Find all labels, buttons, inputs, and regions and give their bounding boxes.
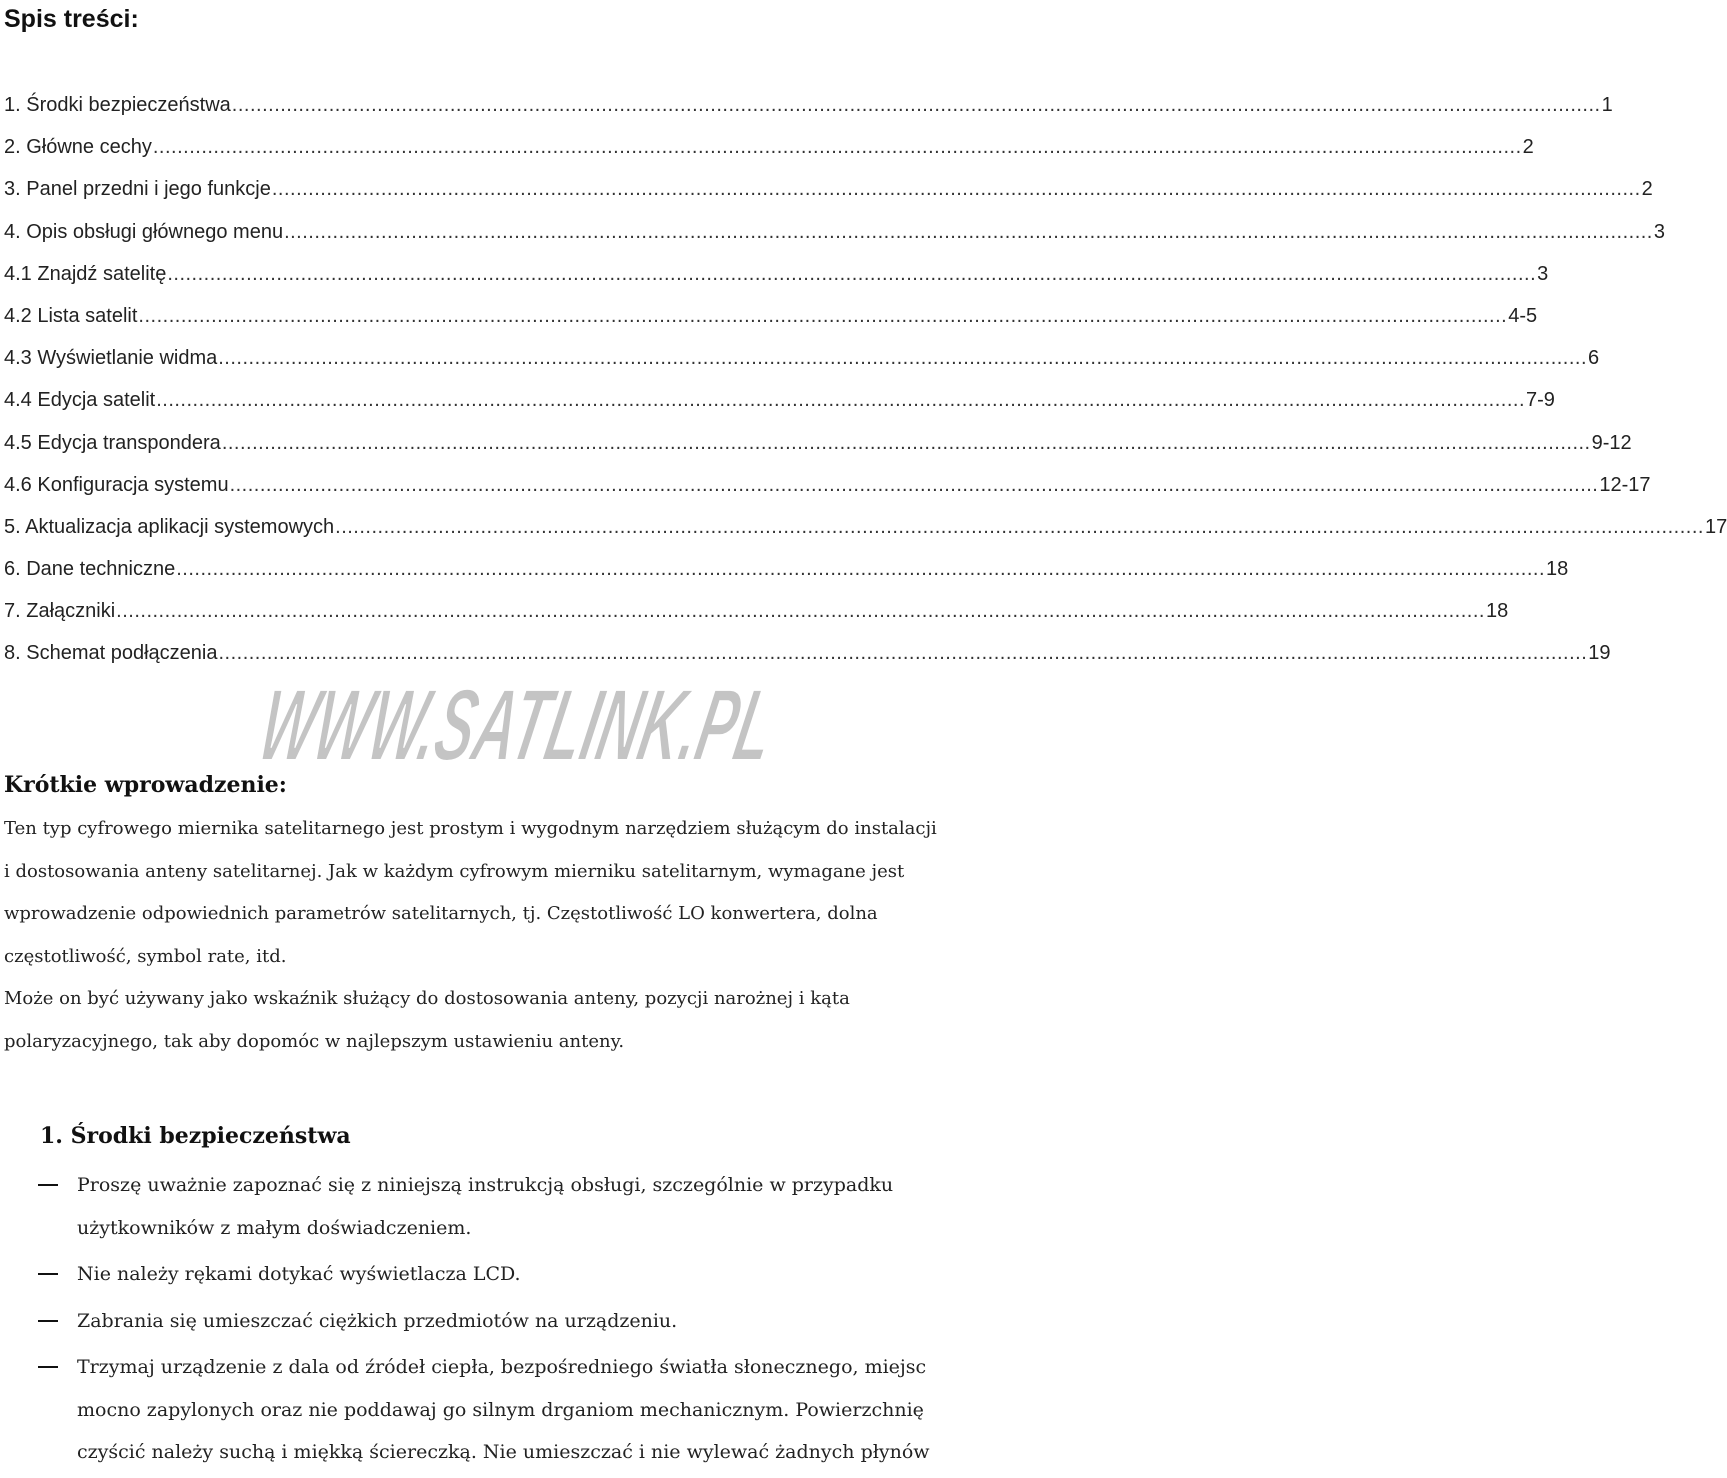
toc-entry-page: 9-12	[1591, 431, 1632, 454]
dash-bullet-icon	[38, 1320, 58, 1322]
toc-entry-page: 2	[1522, 136, 1534, 159]
toc-entry-title: 3. Panel przedni i jego funkcje	[4, 178, 271, 201]
toc-entry-title: 5. Aktualizacja aplikacji systemowych	[4, 515, 335, 538]
toc-entry-title: 4.3 Wyświetlanie widma	[4, 347, 218, 370]
toc-heading: Spis treści:	[4, 5, 139, 33]
toc-dot-leader	[284, 211, 1653, 253]
toc-entry	[4, 84, 1613, 126]
toc-entry	[4, 168, 1653, 210]
dash-bullet-icon	[38, 1273, 58, 1275]
toc-dot-leader	[156, 379, 1525, 421]
toc-dot-leader	[167, 253, 1536, 295]
toc-entry-title: 4.4 Edycja satelit	[4, 389, 156, 412]
toc-entry-title: 4.5 Edycja transpondera	[4, 431, 221, 454]
safety-list	[0, 1164, 960, 1478]
toc-entry-title: 7. Załączniki	[4, 600, 116, 623]
toc-entry-page: 3	[1653, 220, 1665, 243]
toc-entry	[4, 379, 1555, 421]
toc-entry-page: 4-5	[1508, 304, 1538, 327]
toc-entry-title: 6. Dane techniczne	[4, 558, 176, 581]
list-item	[0, 1253, 960, 1296]
toc-entry-title: 8. Schemat podłączenia	[4, 642, 218, 665]
list-item	[0, 1164, 960, 1249]
toc-entry	[4, 590, 1509, 632]
list-item-text: Nie należy rękami dotykać wyświetlacza LCD.	[77, 1263, 521, 1285]
list-item-text: Proszę uważnie zapoznać się z niniejszą instrukcją obsługi, szczególnie w przypadku użytkowników z małym doświadczeniem.	[77, 1174, 894, 1239]
toc-entry-page: 6	[1588, 347, 1600, 370]
toc-entry	[4, 253, 1549, 295]
toc-dot-leader	[218, 337, 1587, 379]
toc-entry-title: 1. Środki bezpieczeństwa	[4, 94, 231, 116]
toc-entry	[4, 126, 1534, 168]
watermark-text: WWW.SATLINK.PL	[250, 668, 1178, 782]
intro-paragraph: Może on być używany jako wskaźnik służący do dostosowania anteny, pozycji narożnej i kąta polaryzacyjnego, tak aby dopomóc w najlepszym ustawieniu anteny.	[4, 988, 850, 1052]
toc-entry-page: 19	[1588, 642, 1611, 665]
list-item-text: Zabrania się umieszczać ciężkich przedmiotów na urządzeniu.	[77, 1309, 678, 1332]
toc-entry-title: 2. Główne cechy	[4, 136, 152, 159]
toc-dot-leader	[222, 422, 1591, 464]
toc-dot-leader	[272, 168, 1641, 210]
table-of-contents	[4, 84, 1727, 675]
toc-entry-title: 4.6 Konfiguracja systemu	[4, 473, 229, 496]
toc-entry	[4, 464, 1651, 506]
toc-dot-leader	[335, 506, 1704, 548]
list-item	[0, 1300, 960, 1343]
watermark-logo	[250, 662, 1178, 782]
watermark-graphic	[250, 662, 1178, 782]
toc-entry	[4, 422, 1632, 464]
toc-entry-page: 12-17	[1599, 473, 1651, 496]
intro-body	[4, 808, 944, 1063]
toc-entry	[4, 506, 1727, 548]
intro-heading: Krótkie wprowadzenie:	[4, 772, 287, 798]
toc-dot-leader	[230, 464, 1599, 506]
toc-dot-leader	[116, 590, 1485, 632]
dash-bullet-icon	[38, 1366, 58, 1368]
toc-dot-leader	[153, 126, 1522, 168]
toc-entry-page: 17	[1704, 515, 1727, 538]
toc-entry-title: 4.1 Znajdź satelitę	[4, 262, 167, 285]
list-item	[0, 1346, 960, 1474]
toc-entry-title: 4. Opis obsługi głównego menu	[4, 220, 284, 243]
toc-entry	[4, 211, 1665, 253]
toc-dot-leader	[232, 84, 1601, 126]
toc-entry-page: 18	[1485, 600, 1509, 623]
toc-entry-page: 18	[1546, 558, 1569, 581]
toc-entry	[4, 295, 1538, 337]
section-heading: 1. Środki bezpieczeństwa	[40, 1123, 351, 1149]
toc-dot-leader	[138, 295, 1507, 337]
intro-paragraph: Ten typ cyfrowego miernika satelitarnego jest prostym i wygodnym narzędziem służącym do instalacji i dostosowania anteny satelitarnej. Jak w każdym cyfrowym mierniku satelitarnym, wymagane jest wprowadzenie odpowiednich parametrów satelitarnych, tj. Częstotliwość LO konwertera, dolna częstotliwość, symbol rate, itd.	[4, 818, 937, 967]
toc-dot-leader	[176, 548, 1545, 590]
toc-entry	[4, 548, 1569, 590]
list-item-text: Trzymaj urządzenie z dala od źródeł ciepła, bezpośredniego światła słonecznego, miejsc mocno zapylonych oraz nie poddawaj go silnym drganiom mechanicznym. Powierzchnię czyścić należy suchą i miękką ściereczką. Nie umieszczać i nie wylewać żadnych płynów	[77, 1356, 930, 1463]
toc-entry-page: 7-9	[1526, 389, 1555, 412]
toc-entry-title: 4.2 Lista satelit	[4, 304, 138, 327]
toc-entry-page: 2	[1641, 178, 1653, 201]
dash-bullet-icon	[38, 1184, 58, 1186]
toc-entry-page: 1	[1601, 94, 1613, 116]
toc-entry-page: 3	[1537, 262, 1549, 285]
toc-entry	[4, 337, 1600, 379]
